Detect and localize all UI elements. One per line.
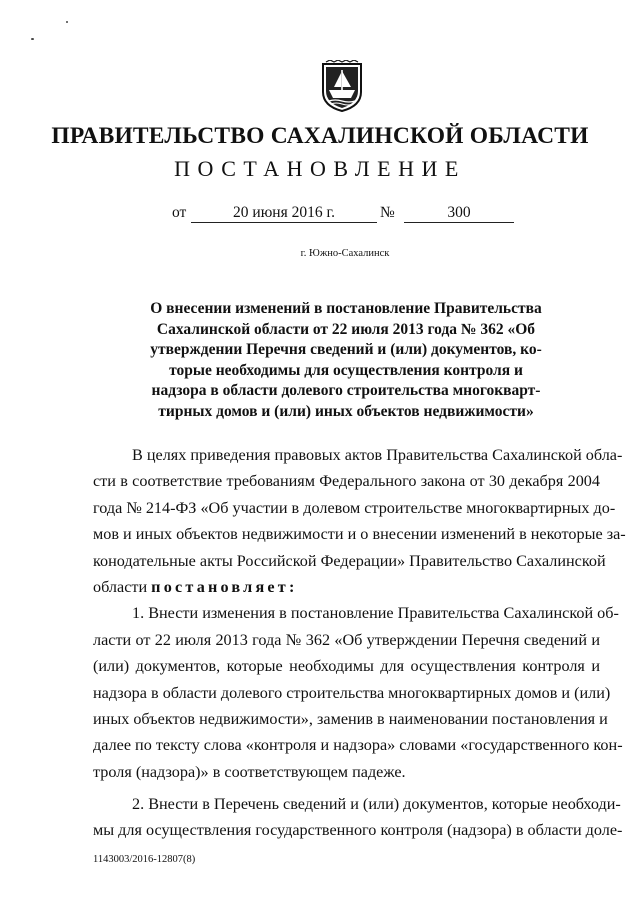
city-name: г. Южно-Сахалинск bbox=[300, 248, 390, 259]
document-code: 1143003/2016-12807(8) bbox=[93, 854, 196, 865]
date-number-row bbox=[0, 204, 640, 226]
resolution-keyword: постановляет: bbox=[151, 577, 298, 596]
subject-line: надзора в области долевого строительства многокварт- bbox=[151, 382, 541, 399]
scan-speck bbox=[66, 21, 68, 23]
subject-line: торые необходимы для осуществления контроля и bbox=[169, 361, 523, 379]
body-line: (или) документов, которые необходимы для осуществления контроля и bbox=[93, 657, 600, 676]
body-line: конодательные акты Российской Федерации» Правительство Сахалинской bbox=[93, 551, 606, 570]
subject-line: тирных домов и (или) иных объектов недвижимости» bbox=[158, 402, 534, 420]
body-line: троля (надзора)» в соответствующем падеже. bbox=[93, 762, 406, 781]
scan-speck bbox=[31, 38, 34, 40]
body-line: ласти от 22 июля 2013 года № 362 «Об утверждении Перечня сведений и bbox=[93, 630, 600, 649]
document-subject bbox=[120, 299, 572, 422]
number-label: № bbox=[380, 204, 395, 221]
body-text-fragment: области bbox=[93, 577, 152, 596]
subject-line: О внесении изменений в постановление Правительства bbox=[150, 300, 542, 317]
body-line: 2. Внести в Перечень сведений и (или) документов, которые необходи- bbox=[132, 795, 621, 814]
body-line: года № 214-ФЗ «Об участии в долевом строительстве многоквартирных до- bbox=[93, 498, 616, 517]
document-body bbox=[93, 442, 626, 844]
document-date: 20 июня 2016 г. bbox=[191, 204, 377, 223]
body-line: сти в соответствие требованиям Федерального закона от 30 декабря 2004 bbox=[93, 472, 600, 491]
body-line: мов и иных объектов недвижимости и о внесении изменений в некоторые за- bbox=[93, 525, 626, 544]
body-line: далее по тексту слова «контроля и надзора» словами «государственного кон- bbox=[93, 736, 623, 755]
body-line: иных объектов недвижимости», заменив в наименовании постановления и bbox=[93, 709, 608, 728]
government-title: ПРАВИТЕЛЬСТВО САХАЛИНСКОЙ ОБЛАСТИ bbox=[51, 123, 589, 149]
document-number: 300 bbox=[404, 204, 514, 223]
document-type: ПОСТАНОВЛЕНИЕ bbox=[174, 156, 466, 181]
body-line: 1. Внести изменения в постановление Правительства Сахалинской об- bbox=[132, 604, 619, 623]
subject-line: утверждении Перечня сведений и (или) документов, ко- bbox=[150, 341, 542, 358]
body-line: надзора в области долевого строительства многоквартирных домов и (или) bbox=[93, 683, 611, 702]
body-line: В целях приведения правовых актов Правительства Сахалинской обла- bbox=[132, 446, 623, 464]
body-line bbox=[93, 574, 600, 600]
subject-line: Сахалинской области от 22 июля 2013 года № 362 «Об bbox=[156, 320, 536, 338]
coat-of-arms-emblem bbox=[321, 60, 363, 112]
body-line: мы для осуществления государственного контроля (надзора) в области доле- bbox=[93, 821, 623, 840]
from-label: от bbox=[172, 204, 187, 221]
